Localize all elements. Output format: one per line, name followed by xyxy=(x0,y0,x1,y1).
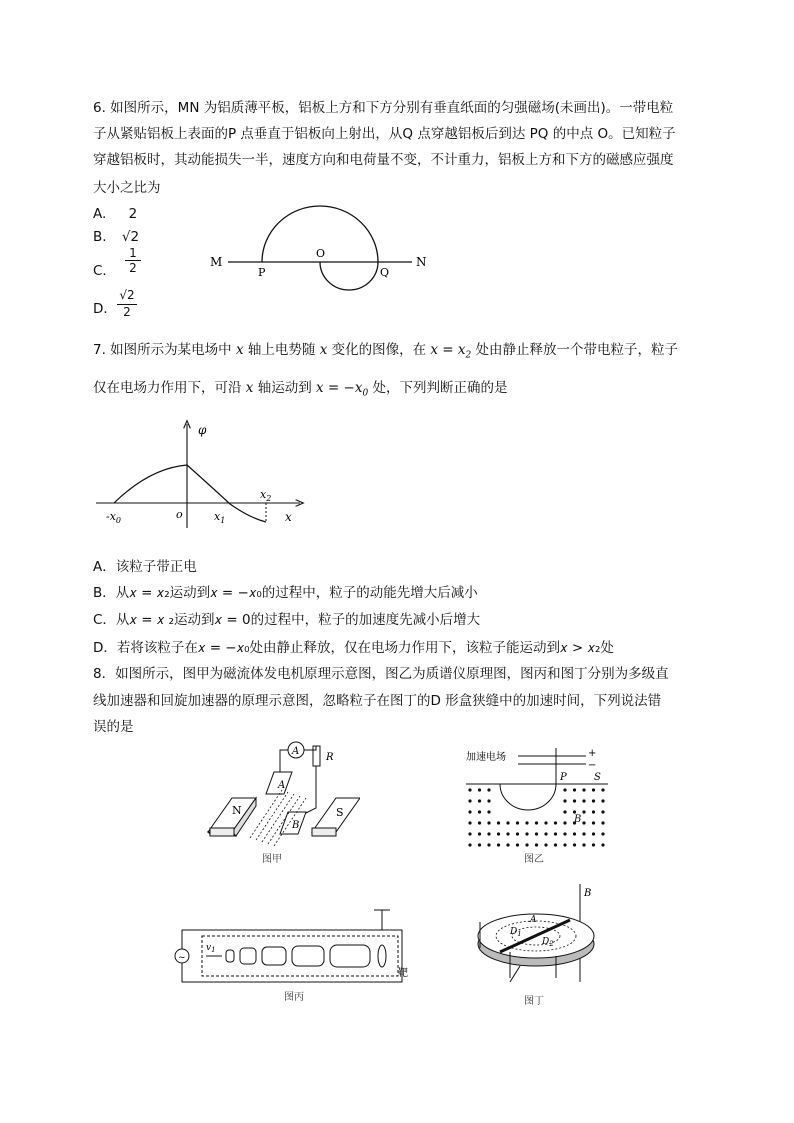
q6-figure xyxy=(200,196,440,296)
field-dot xyxy=(573,843,576,846)
label-q: Q xyxy=(380,266,390,279)
field-dot xyxy=(487,843,490,846)
field-dot xyxy=(468,810,471,813)
label-n: N xyxy=(416,255,427,269)
field-dot xyxy=(592,832,595,835)
label-ammeter: A xyxy=(292,746,300,757)
label-p: P xyxy=(258,266,266,279)
label-resistor: R xyxy=(326,752,334,763)
q8-line-2: 线加速器和回旋加速器的原理示意图，忽略粒子在图丁的D 形盒狭缝中的加速时间，下列说法错 xyxy=(93,693,662,709)
field-dot xyxy=(601,788,604,791)
field-dot xyxy=(582,799,585,802)
q6-option-a xyxy=(93,206,137,222)
label-phi: φ xyxy=(198,423,207,437)
q7-option-a: A．该粒子带正电 xyxy=(93,559,197,575)
field-dot xyxy=(497,832,500,835)
label-plate-b: B xyxy=(292,820,300,831)
text-segment: 处，下列判断正确的是 xyxy=(368,380,508,396)
field-dot xyxy=(573,799,576,802)
field-dot xyxy=(563,821,566,824)
math-sub: 2 xyxy=(465,350,472,361)
math-x: x xyxy=(319,342,328,358)
math-x: x xyxy=(235,342,244,358)
field-dot xyxy=(506,821,509,824)
label-b-field: B xyxy=(584,888,592,899)
field-dot xyxy=(544,832,547,835)
label-neg-x0: $-x_0$ xyxy=(106,510,122,525)
q6-option-c-fraction xyxy=(125,246,141,275)
q8-line-3: 误的是 xyxy=(93,719,134,735)
field-dot xyxy=(535,843,538,846)
field-dot xyxy=(535,832,538,835)
fig-ding-cyclotron xyxy=(470,882,610,1010)
label-d2: $D_2$ xyxy=(542,937,554,948)
fraction-denominator: 2 xyxy=(117,304,137,319)
text-segment: 轴上电势随 xyxy=(243,342,320,358)
label-n-pole: N xyxy=(232,804,242,817)
label-x1: $x_1$ xyxy=(214,510,226,525)
field-dot xyxy=(563,810,566,813)
fig-jia-mhd-generator xyxy=(200,728,360,866)
field-dot xyxy=(468,832,471,835)
field-dot xyxy=(478,788,481,791)
label-accel-field: 加速电场 xyxy=(466,752,506,763)
field-dot xyxy=(478,821,481,824)
field-dot xyxy=(478,810,481,813)
field-dot xyxy=(592,821,595,824)
field-dot xyxy=(487,788,490,791)
field-dot xyxy=(497,843,500,846)
q7-line-1 xyxy=(93,340,678,366)
field-dot xyxy=(582,810,585,813)
field-dot xyxy=(487,821,490,824)
field-dot xyxy=(487,810,490,813)
fraction-numerator: √2 xyxy=(119,288,135,302)
field-dot xyxy=(554,821,557,824)
label-x2: $x_2$ xyxy=(260,488,272,503)
label-o: O xyxy=(316,247,326,260)
field-dot xyxy=(525,843,528,846)
field-dot xyxy=(478,832,481,835)
label-d1: $D_1$ xyxy=(510,927,522,938)
field-dot xyxy=(573,832,576,835)
label-x-axis: x xyxy=(285,510,292,524)
label-v1: $v_1$ xyxy=(206,943,216,954)
field-dot xyxy=(516,832,519,835)
q7-line-2 xyxy=(93,378,507,404)
field-dot xyxy=(582,832,585,835)
option-letter: A. xyxy=(93,206,107,222)
label-origin: o xyxy=(176,508,183,521)
ac-symbol: ~ xyxy=(178,953,186,963)
field-dot xyxy=(601,843,604,846)
field-dot xyxy=(592,799,595,802)
label-s: S xyxy=(594,772,601,783)
label-plate-a: A xyxy=(278,780,286,791)
caption-jia: 图甲 xyxy=(262,854,282,865)
fig-yi-mass-spectrometer xyxy=(462,744,612,866)
field-dot xyxy=(573,788,576,791)
field-dot xyxy=(544,821,547,824)
field-dot xyxy=(468,788,471,791)
field-dot xyxy=(563,832,566,835)
option-letter: D． xyxy=(93,301,117,317)
q6-option-d xyxy=(93,297,117,317)
drift-tube-1 xyxy=(226,950,234,962)
q7-potential-graph xyxy=(90,418,310,536)
drift-tube-5 xyxy=(330,945,370,967)
math-x: x xyxy=(245,380,254,396)
drift-tube-4 xyxy=(292,946,324,966)
option-value: 2 xyxy=(128,206,138,222)
q7-option-d: D．若将该粒子在𝑥 = −𝑥₀处由静止释放，仅在电场力作用下，该粒子能运动到𝑥 > 𝑥₂处 xyxy=(93,640,614,656)
math-sub: 0 xyxy=(362,388,369,399)
label-p: P xyxy=(560,772,567,783)
field-dot xyxy=(601,810,604,813)
field-dot xyxy=(468,799,471,802)
field-dot xyxy=(516,843,519,846)
field-dot xyxy=(487,832,490,835)
field-dot xyxy=(478,799,481,802)
field-dot xyxy=(563,799,566,802)
field-dot xyxy=(554,843,557,846)
label-m: M xyxy=(210,255,223,269)
field-dot xyxy=(582,843,585,846)
label-minus: − xyxy=(588,760,597,771)
curve-right xyxy=(187,465,266,522)
field-dot xyxy=(582,821,585,824)
field-dot xyxy=(497,821,500,824)
field-dot xyxy=(525,821,528,824)
field-dot xyxy=(487,799,490,802)
field-dot xyxy=(478,843,481,846)
label-plus: + xyxy=(588,748,597,759)
field-dot xyxy=(468,821,471,824)
caption-bing: 图丙 xyxy=(284,992,304,1003)
field-dot xyxy=(516,821,519,824)
field-dot xyxy=(601,799,604,802)
field-dot xyxy=(582,788,585,791)
lower-trajectory-arc xyxy=(320,262,378,290)
text-segment: 变化的图像，在 xyxy=(327,342,431,358)
field-dot xyxy=(592,788,595,791)
field-dot xyxy=(563,843,566,846)
field-dot xyxy=(506,843,509,846)
text-segment: 仅在电场力作用下，可沿 xyxy=(93,380,246,396)
field-dot xyxy=(601,821,604,824)
q6-line-1: 6. 如图所示，MN 为铝质薄平板，铝板上方和下方分别有垂直纸面的匀强磁场(未画出)。一带电粒 xyxy=(93,100,674,116)
curve-left xyxy=(114,465,187,503)
target-icon xyxy=(378,945,386,967)
field-dot xyxy=(506,832,509,835)
math-neg-x0: x = −x xyxy=(316,380,363,396)
text-segment: 轴运动到 xyxy=(253,380,317,396)
fraction-denominator: 2 xyxy=(125,260,141,275)
label-target: 靶 xyxy=(398,968,408,979)
caption-ding: 图丁 xyxy=(524,996,544,1007)
field-dot xyxy=(525,832,528,835)
q6-line-2: 子从紧贴铝板上表面的P 点垂直于铝板向上射出，从Q 点穿越铝板后到达 PQ 的中点 O。已知粒子 xyxy=(93,126,676,142)
field-dot xyxy=(535,821,538,824)
field-dot xyxy=(563,788,566,791)
text-segment: 处由静止释放一个带电粒子，粒子 xyxy=(471,342,679,358)
option-value: √2 xyxy=(121,229,140,245)
math-x2: x = x xyxy=(430,342,466,358)
field-dot xyxy=(592,843,595,846)
q7-option-c: C．从𝑥 = 𝑥 ₂运动到𝑥 = 0的过程中，粒子的加速度先减小后增大 xyxy=(93,612,481,628)
q6-option-c xyxy=(93,259,116,279)
text-segment: 7. 如图所示为某电场中 xyxy=(93,342,236,358)
q6-option-b xyxy=(93,229,139,245)
field-dot xyxy=(592,810,595,813)
q8-line-1: 8．如图所示，图甲为磁流体发电机原理示意图，图乙为质谱仪原理图，图丙和图丁分别为多级直 xyxy=(93,666,669,682)
caption-yi: 图乙 xyxy=(524,854,544,865)
option-letter: B. xyxy=(93,229,107,245)
q6-line-3: 穿越铝板时，其动能损失一半，速度方向和电荷量不变，不计重力，铝板上方和下方的磁感应强度 xyxy=(93,152,674,168)
fig-bing-linear-accelerator xyxy=(172,900,422,1004)
field-dot xyxy=(554,832,557,835)
drift-tube-3 xyxy=(262,947,286,965)
label-a: A xyxy=(530,915,537,925)
q6-line-4: 大小之比为 xyxy=(93,180,161,196)
option-letter: C． xyxy=(93,263,116,279)
q6-option-d-fraction xyxy=(117,288,137,319)
label-s-pole: S xyxy=(336,806,344,819)
field-dot xyxy=(544,843,547,846)
drift-tube-2 xyxy=(240,948,256,964)
label-b-field: B xyxy=(574,814,582,825)
trajectory-arc xyxy=(500,784,556,810)
fraction-numerator: 1 xyxy=(129,246,137,260)
q7-option-b: B．从𝑥 = 𝑥₂运动到𝑥 = −𝑥₀的过程中，粒子的动能先增大后减小 xyxy=(93,585,478,601)
field-dot xyxy=(601,832,604,835)
field-dot xyxy=(468,843,471,846)
